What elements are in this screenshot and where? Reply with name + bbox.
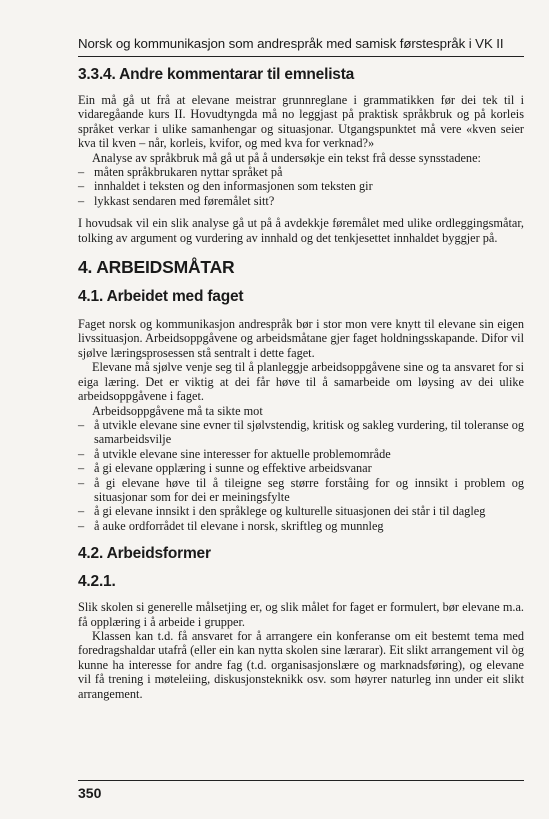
paragraph: Analyse av språkbruk må gå ut på å undersøkje ein tekst frå desse synsstadene: (92, 150, 481, 165)
section-heading-3-3-4: 3.3.4. Andre kommentarar til emnelista (78, 66, 355, 83)
page-number: 350 (78, 785, 102, 801)
paragraph: Faget norsk og kommunikasjon andrespråk bør i stor mon vere knytt til elevane sin eigen livssituasjon. Arbeidsoppgåvene og arbeidsmåtane gjer faget holdningsskapande. Difor vil sjølve læringsprosessen stå sentralt i dette faget. (78, 317, 524, 360)
paragraph: Arbeidsoppgåvene må ta sikte mot (92, 403, 263, 418)
list-item: – innhaldet i teksten og den informasjonen som teksten gir (78, 179, 524, 193)
list-item: – å auke ordforrådet til elevane i norsk, skriftleg og munnleg (78, 519, 524, 533)
list-item: – måten språkbrukaren nyttar språket på (78, 165, 524, 179)
goals-list (78, 418, 524, 533)
paragraph: Elevane må sjølve venje seg til å planleggje arbeidsoppgåvene sine og ta ansvaret for si eiga læring. Det er viktig at dei får høve til å samarbeide om løysing av dei ulike arbeidsoppgåvene i faget. (78, 360, 524, 404)
list-item: – å gi elevane innsikt i den språklege og kulturelle situasjonen dei står i til dagleg (78, 504, 524, 518)
list-item: – å gi elevane opplæring i sunne og effektive arbeidsvanar (78, 461, 524, 475)
running-header: Norsk og kommunikasjon som andrespråk med samisk førstespråk i VK II (78, 36, 504, 51)
footer-rule (78, 780, 524, 781)
paragraph: I hovudsak vil ein slik analyse gå ut på å avdekkje føremålet med ulike ordleggingsmåtar, tolking av argument og vurdering av innhald og det tenkjesettet innhaldet byggjer på. (78, 216, 524, 245)
analysis-list (78, 165, 524, 208)
page-content (78, 66, 524, 701)
paragraph: Ein må gå ut frå at elevane meistrar grunnreglane i grammatikken før dei tek til i vidaregåande kurs II. Hovudtyngda må no leggjast på praktisk språkbruk og på korleis språket verkar i ulike samanhengar og situasjonar. Utgangspunktet må vere «kven seier kva til kven – når, korleis, kvifor, og med kva for verknad?» (78, 93, 524, 151)
section-heading-4-2: 4.2. Arbeidsformer (78, 545, 211, 563)
list-item: – å utvikle elevane sine interesser for aktuelle problemområde (78, 447, 524, 461)
section-heading-4-2-1: 4.2.1. (78, 573, 116, 591)
header-rule (78, 56, 524, 57)
list-item: – lykkast sendaren med føremålet sitt? (78, 194, 524, 208)
list-item: – å utvikle elevane sine evner til sjølvstendig, kritisk og sakleg vurdering, til toleranse og samarbeidsvilje (78, 418, 524, 447)
list-item: – å gi elevane høve til å tileigne seg større forståing for og innsikt i problem og situasjonar som for dei er meiningsfylte (78, 476, 524, 505)
paragraph: Klassen kan t.d. få ansvaret for å arrangere ein konferanse om eit bestemt tema med foredragshaldar utafrå (eller ein kan nytta skolen sine lærarar). Eit slikt arrangement vil òg kunne ha interesse for andre fag (t.d. organisasjonslære og marknadsføring), og elevane vil få trening i møteleiing, diskusjonsteknikk osv. som høyrer naturleg inn under eit slikt arrangement. (78, 628, 524, 701)
chapter-heading-4: 4. ARBEIDSMÅTAR (78, 257, 235, 278)
section-heading-4-1: 4.1. Arbeidet med faget (78, 288, 244, 306)
paragraph: Slik skolen si generelle målsetjing er, og slik målet for faget er formulert, bør elevane m.a. få opplæring i å arbeide i grupper. (78, 600, 524, 629)
